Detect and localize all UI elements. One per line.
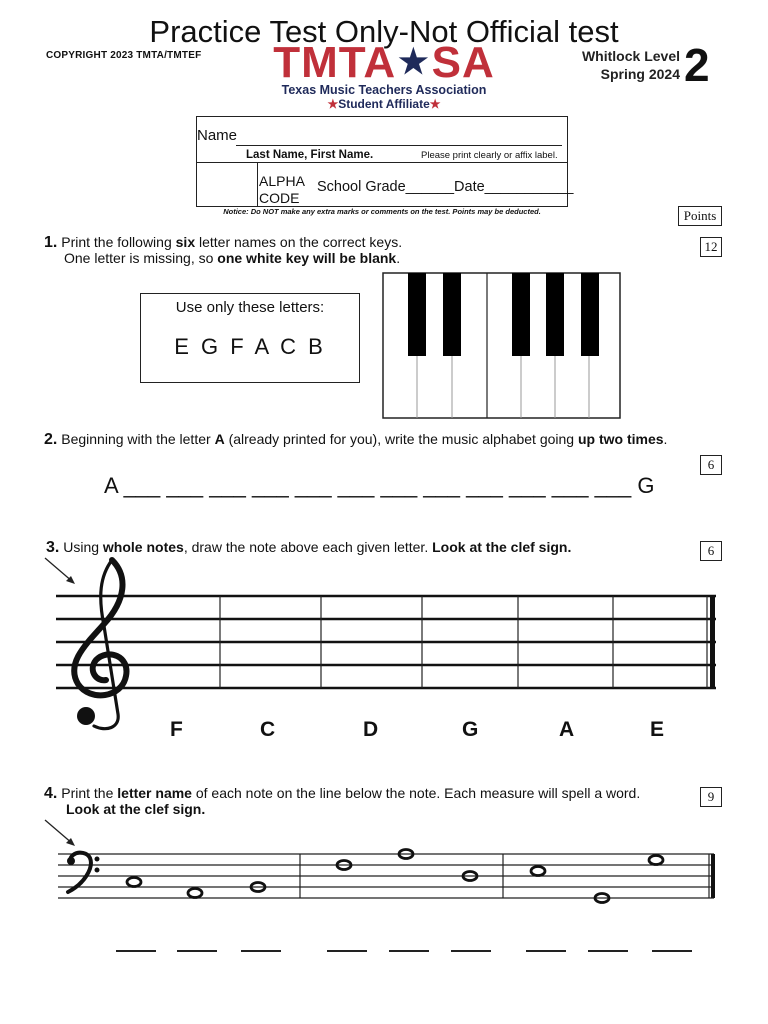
note-letter: A [559,718,575,741]
final-barline [710,596,715,688]
logo-subtitle: Texas Music Teachers Association [281,83,487,97]
level-info [560,47,680,83]
points-q1: 12 [700,237,722,257]
note-letter: E [650,718,665,741]
bass-staff[interactable] [58,840,718,906]
points-header: Points [678,206,722,226]
answer-blank[interactable] [526,950,566,952]
answer-blank[interactable] [451,950,491,952]
answer-blank[interactable] [177,950,217,952]
letters-box [140,293,360,383]
staff-lines [56,596,716,688]
student-info-box [196,116,574,207]
question-2: 2. Beginning with the letter A (already printed for you), write the music alphabet going up two times. [44,431,668,448]
answer-blank[interactable] [241,950,281,952]
piano-keyboard[interactable] [382,272,622,420]
black-key [408,273,426,356]
tmta-logo [262,40,506,111]
answer-blank[interactable] [389,950,429,952]
star-icon: ★ [398,43,430,81]
points-q3: 6 [700,541,722,561]
answer-blank[interactable] [116,950,156,952]
print-label: Please print clearly or affix label. [421,150,558,161]
black-key [512,273,530,356]
alpha-code-field[interactable] [197,162,258,206]
bass-clef-icon [67,853,100,892]
points-q2: 6 [700,455,722,475]
answer-blank[interactable] [588,950,628,952]
logo-affiliate: ★Student Affiliate★ [327,97,441,111]
final-barline [711,854,715,898]
practice-banner: Practice Test Only-Not Official test [149,14,619,49]
answer-blank[interactable] [652,950,692,952]
copyright-text: COPYRIGHT 2023 TMTA/TMTEF [46,50,202,61]
logo-sa: SA [431,38,495,87]
answer-blank[interactable] [327,950,367,952]
question-3: 3. Using whole notes, draw the note above each given letter. Look at the clef sign. [46,539,572,556]
treble-staff[interactable] [56,556,718,732]
black-key [546,273,564,356]
star-icon: ★ [327,97,339,111]
logo-tmta: TMTA [273,38,397,87]
letters-title: Use only these letters: [175,299,325,316]
staff-lines [58,854,714,898]
question-4-line2: Look at the clef sign. [66,801,206,817]
note-letter: D [363,718,379,741]
note-letter: G [462,718,479,741]
question-1-line2: One letter is missing, so one white key will be blank. [64,250,401,266]
treble-clef-icon [74,560,126,729]
name-label: Name [197,127,238,144]
notice-text: Notice: Do NOT make any extra marks or comments on the test. Points may be deducted. [223,207,541,216]
question-4: 4. Print the letter name of each note on the line below the note. Each measure will spell a word. [44,785,641,802]
name-field[interactable] [236,145,562,146]
note-letter: C [260,718,276,741]
level-season: Spring 2024 [600,66,680,82]
black-key [443,273,461,356]
last-first-label: Last Name, First Name. [246,149,374,161]
points-q4: 9 [700,787,722,807]
level-number: 2 [684,39,710,91]
black-key [581,273,599,356]
alpha-code-label: ALPHA CODE [259,173,305,206]
alphabet-sequence[interactable]: A ___ ___ ___ ___ ___ ___ ___ ___ ___ ___ ___ ___ G [104,473,655,498]
note-letter: F [170,718,183,741]
star-icon: ★ [429,97,441,111]
question-1: 1. Print the following six letter names on the correct keys. [44,234,403,251]
letters-list: E G F A C B [174,334,326,359]
school-grade-date[interactable]: School Grade______Date___________ [317,179,574,195]
level-name: Whitlock Level [581,48,680,64]
